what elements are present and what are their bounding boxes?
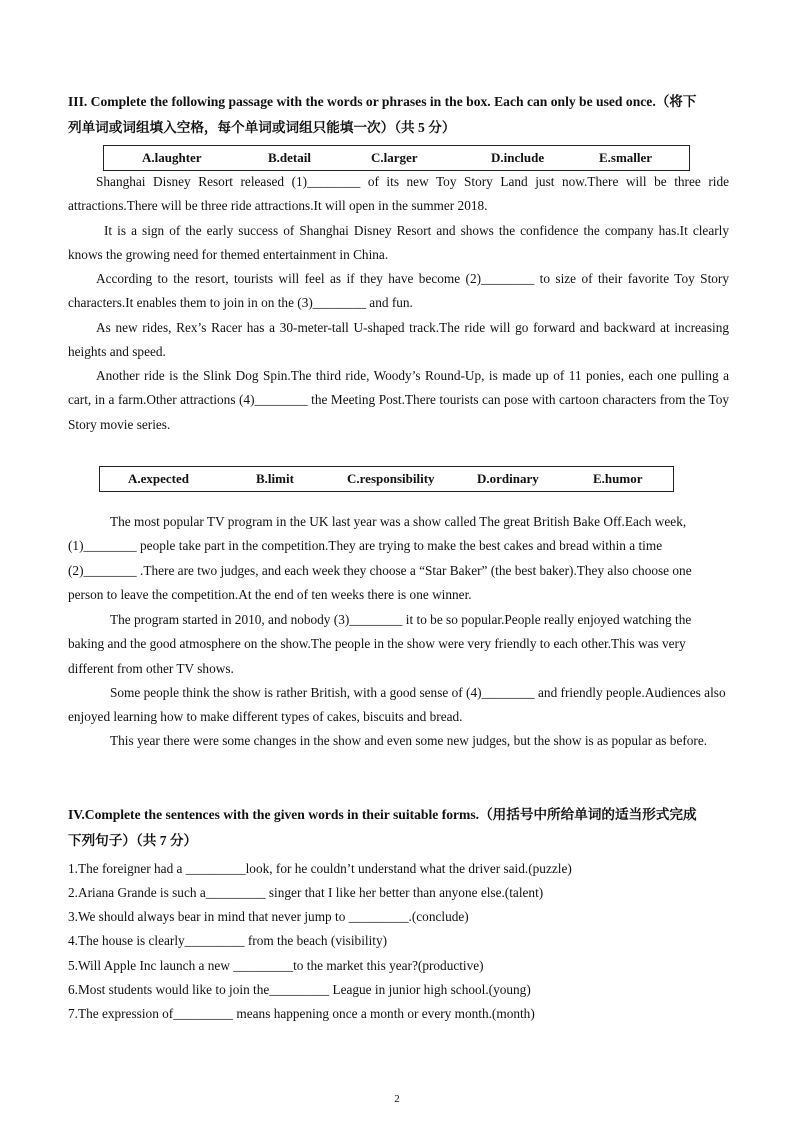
word-box-2-option-c: C.responsibility [347,471,435,486]
section-3-heading [68,89,732,141]
sentence-6: 6.Most students would like to join the_________ League in junior high school.(young) [68,982,531,997]
sentence-2: 2.Ariana Grande is such a_________ singer that I like her better than anyone else.(talent) [68,885,544,900]
word-box-2-option-d: D.ordinary [477,471,539,486]
passage-2-paragraph-4: This year there were some changes in the show and even some new judges, but the show is as popular as before. [110,733,708,748]
passage-1-paragraph-5: Another ride is the Slink Dog Spin.The third ride, Woody’s Round-Up, is made up of 11 ponies, each one pulling a cart, in a farm.Other attractions (4)________ the Meeting Post.There tourists can pose with cartoon characters from the Toy Story movie series. [68,368,729,432]
sentence-3: 3.We should always bear in mind that never jump to _________.(conclude) [68,909,469,924]
word-box-1-option-e: E.smaller [599,150,653,165]
word-box-2-option-b: B.limit [256,471,294,486]
word-box-2 [99,466,674,492]
section-4-heading-line-2: 下列句子）（共 7 分） [68,833,198,848]
section-4-heading [68,802,732,854]
page-number: 2 [394,1093,400,1105]
passage-2-paragraph-1: The most popular TV program in the UK last year was a show called The great British Bake Off.Each week, (1)________ people take part in the competition.They are trying to make the best cakes and bread within a time (2)________ .There are two judges, and each week they choose a “Star Baker” (the best baker).They also choose one person to leave the competition.At the end of ten weeks there is one winner. [68,514,692,603]
sentence-4: 4.The house is clearly_________ from the beach (visibility) [68,933,388,948]
passage-1-paragraph-1: Shanghai Disney Resort released (1)________ of its new Toy Story Land just now.There will be three ride attractions.There will be three ride attractions.It will open in the summer 2018. [68,174,729,214]
sentence-7: 7.The expression of_________ means happening once a month or every month.(month) [68,1006,535,1021]
sentence-1: 1.The foreigner had a _________look, for he couldn’t understand what the driver said.(puzzle) [68,861,572,876]
word-box-2-option-a: A.expected [128,471,190,486]
section-3-heading-line-1: III. Complete the following passage with the words or phrases in the box. Each can only be used once.（将下 [68,94,697,109]
word-box-1-option-b: B.detail [268,150,311,165]
sentence-5: 5.Will Apple Inc launch a new _________to the market this year?(productive) [68,958,484,973]
word-box-1 [103,145,690,171]
passage-2-paragraph-3: Some people think the show is rather British, with a good sense of (4)________ and friendly people.Audiences also enjoyed learning how to make different types of cakes, biscuits and bread. [68,685,726,725]
passage-1-paragraph-2: It is a sign of the early success of Shanghai Disney Resort and shows the confidence the company has.It clearly knows the growing need for themed entertainment in China. [68,223,729,263]
word-box-1-option-c: C.larger [371,150,418,165]
section-3-heading-line-2: 列单词或词组填入空格，每个单词或词组只能填一次）（共 5 分） [68,120,456,135]
passage-2-paragraph-2: The program started in 2010, and nobody (3)________ it to be so popular.People really enjoyed watching the baking and the good atmosphere on the show.The people in the show were very friendly to each other.This was very different from other TV shows. [68,612,692,676]
word-box-1-option-d: D.include [491,150,545,165]
passage-1-paragraph-4: As new rides, Rex’s Racer has a 30-meter-tall U-shaped track.The ride will go forward and backward at increasing heights and speed. [68,320,729,360]
word-box-1-option-a: A.laughter [142,150,202,165]
word-box-2-option-e: E.humor [593,471,643,486]
section-4-heading-line-1: IV.Complete the sentences with the given words in their suitable forms.（用括号中所给单词的适当形式完成 [68,807,697,822]
passage-1-paragraph-3: According to the resort, tourists will feel as if they have become (2)________ to size of their favorite Toy Story characters.It enables them to join in on the (3)________ and fun. [68,271,729,311]
